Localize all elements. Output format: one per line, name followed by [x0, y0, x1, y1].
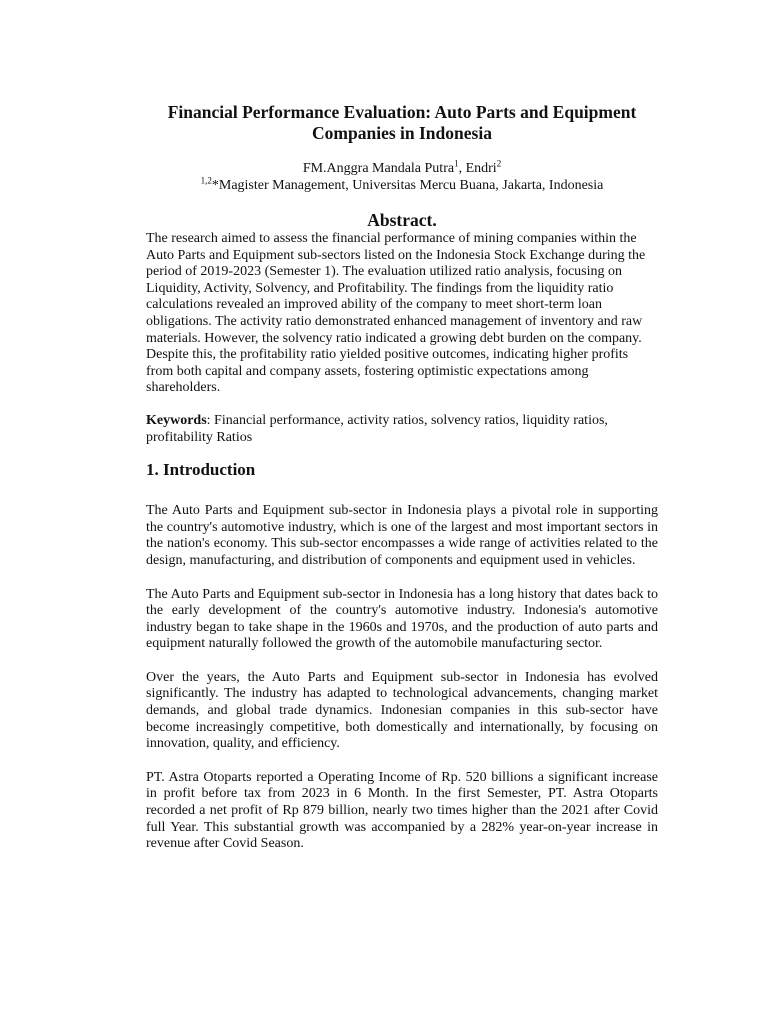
keywords-label: Keywords	[146, 412, 207, 428]
paper-title-line-2: Companies in Indonesia	[312, 123, 492, 143]
keywords-text: : Financial performance, activity ratios, solvency ratios, liquidity ratios, profitability Ratios	[146, 412, 608, 445]
author-name: FM.Anggra Mandala Putra	[302, 161, 455, 176]
paper-title	[146, 102, 658, 144]
abstract-text: The research aimed to assess the financial performance of mining companies within the Auto Parts and Equipment sub-sectors listed on the Indonesia Stock Exchange during the period of 2019-2023 (Semester 1). The evaluation utilized ratio analysis, focusing on Liquidity, Activity, Solvency, and Profitability. The findings from the liquidity ratio calculations revealed an improved ability of the company to meet short-term loan obligations. The activity ratio demonstrated enhanced management of inventory and raw materials. However, the solvency ratio indicated a growing debt burden on the company. Despite this, the profitability ratio yielded positive outcomes, indicating higher profits from both capital and company assets, fostering optimistic expectations among shareholders.	[146, 231, 646, 396]
author-affiliation-marker: 1	[454, 158, 459, 169]
author-affiliation-marker: 2	[496, 158, 502, 169]
affiliation-marker: 1,2	[200, 175, 212, 186]
intro-paragraph-1: The Auto Parts and Equipment sub-sector in Indonesia plays a pivotal role in supporting the country's automotive industry, which is one of the largest and most important sectors in the nation's economy. This sub-sector encompasses a wide range of activities related to the design, manufacturing, and distribution of components and equipment used in vehicles.	[146, 503, 658, 568]
intro-paragraph-4: PT. Astra Otoparts reported a Operating Income of Rp. 520 billions a significant increase in profit before tax from 2023 in 6 Month. In the first Semester, PT. Astra Otoparts recorded a net profit of Rp 879 billion, nearly two times higher than the 2021 after Covid full Year. This substantial growth was accompanied by a 282% year-on-year increase in revenue after Covid Season.	[146, 769, 658, 852]
affiliation	[146, 177, 658, 194]
keywords	[146, 413, 658, 446]
paper-page	[146, 102, 658, 853]
paper-title-line-1: Financial Performance Evaluation: Auto Parts and Equipment	[167, 102, 637, 122]
author-list	[146, 160, 658, 177]
intro-paragraph-2: The Auto Parts and Equipment sub-sector in Indonesia has a long history that dates back to the early development of the country's automotive industry. Indonesia's automotive industry began to take shape in the 1960s and 1970s, and the production of auto parts and equipment naturally followed the growth of the automobile manufacturing sector.	[146, 586, 658, 652]
abstract-heading: Abstract.	[367, 210, 437, 230]
author-separator: ,	[458, 161, 466, 176]
section-heading-introduction: 1. Introduction	[146, 460, 256, 480]
author-name: Endri	[465, 161, 497, 176]
affiliation-text: *Magister Management, Universitas Mercu Buana, Jakarta, Indonesia	[211, 178, 604, 193]
intro-paragraph-3: Over the years, the Auto Parts and Equipment sub-sector in Indonesia has evolved significantly. The industry has adapted to technological advancements, changing market demands, and global trade dynamics. Indonesian companies in this sub-sector have become increasingly competitive, both domestically and internationally, by focusing on innovation, quality, and efficiency.	[146, 669, 658, 752]
